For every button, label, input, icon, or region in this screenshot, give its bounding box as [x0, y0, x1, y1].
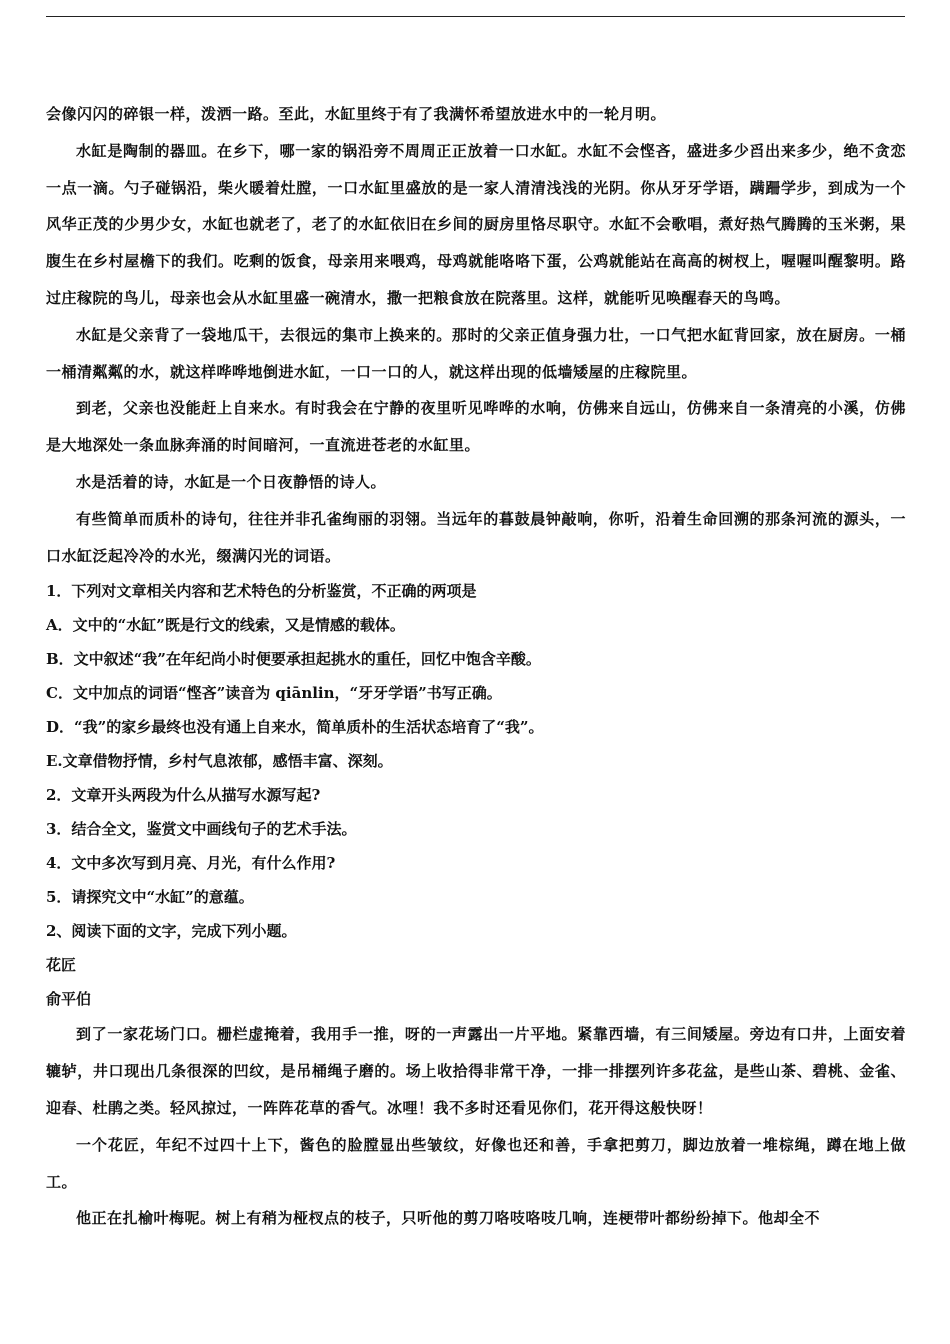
paragraph: 一个花匠，年纪不过四十上下，酱色的脸膛显出些皱纹，好像也还和善，手拿把剪刀，脚边放着一堆棕绳，蹲在地上做工。	[46, 1135, 906, 1191]
question-5: 5．请探究文中“水缸”的意蕴。	[46, 888, 254, 907]
question-stem: 1．下列对文章相关内容和艺术特色的分析鉴赏，不正确的两项是	[46, 582, 477, 601]
option-b: B．文中叙述“我”在年纪尚小时便要承担起挑水的重任，回忆中饱含辛酸。	[46, 650, 541, 669]
paragraph: 会像闪闪的碎银一样，泼洒一路。至此，水缸里终于有了我满怀希望放进水中的一轮月明。	[46, 105, 667, 123]
option-c: C．文中加点的词语“悭吝”读音为 qiānlin，“牙牙学语”书写正确。	[46, 684, 502, 703]
question-2: 2．文章开头两段为什么从描写水源写起?	[46, 786, 321, 805]
paragraph: 水是活着的诗，水缸是一个日夜静悟的诗人。	[76, 472, 387, 491]
question-3: 3．结合全文，鉴赏文中画线句子的艺术手法。	[46, 820, 357, 839]
question-4: 4．文中多次写到月亮、月光，有什么作用?	[46, 854, 336, 873]
article-author: 俞平伯	[46, 990, 92, 1009]
paragraph: 水缸是父亲背了一袋地瓜干，去很远的集市上换来的。那时的父亲正值身强力壮，一口气把水缸背回家，放在厨房。一桶一桶清粼粼的水，就这样哗哗地倒进水缸，一口一口的人，就这样出现的低墙矮屋的庄稼院里。	[46, 325, 906, 381]
option-d: D．“我”的家乡最终也没有通上自来水，简单质朴的生活状态培育了“我”。	[46, 718, 544, 737]
paragraph: 有些简单而质朴的诗句，往往并非孔雀绚丽的羽翎。当远年的暮鼓晨钟敲响，你听，沿着生命回溯的那条河流的源头，一口水缸泛起冷冷的水光，缀满闪光的词语。	[46, 509, 906, 565]
option-a: A．文中的“水缸”既是行文的线索，又是情感的载体。	[46, 616, 405, 635]
header-rule	[46, 16, 905, 17]
article-title: 花匠	[46, 956, 77, 975]
paragraph: 水缸是陶制的器皿。在乡下，哪一家的锅沿旁不周周正正放着一口水缸。水缸不会悭吝，盛进多少舀出来多少，绝不贪恋一点一滴。勺子碰锅沿，柴火暖着灶膛，一口水缸里盛放的是一家人清清浅浅的光阴。你从牙牙学语，蹒跚学步，到成为一个风华正茂的少男少女，水缸也就老了，老了的水缸依旧在乡间的厨房里恪尽职守。水缸不会歌唱，煮好热气腾腾的玉米粥，果腹生在乡村屋檐下的我们。吃剩的饭食，母亲用来喂鸡，母鸡就能咯咯下蛋，公鸡就能站在高高的树杈上，喔喔叫醒黎明。路过庄稼院的鸟儿，母亲也会从水缸里盛一碗清水，撒一把粮食放在院落里。这样，就能听见唤醒春天的鸟鸣。	[46, 141, 906, 307]
option-e: E.文章借物抒情，乡村气息浓郁，感悟丰富、深刻。	[46, 752, 393, 771]
document-body	[46, 96, 906, 1237]
paragraph: 到了一家花场门口。栅栏虚掩着，我用手一推，呀的一声露出一片平地。紧靠西墙，有三间矮屋。旁边有口井，上面安着辘轳，井口现出几条很深的凹纹，是吊桶绳子磨的。场上收拾得非常干净，一排一排摆列许多花盆，是些山茶、碧桃、金雀、迎春、杜鹃之类。轻风掠过，一阵阵花草的香气。冰哩！我不多时还看见你们，花开得这般快呀！	[46, 1025, 906, 1117]
section-instruction: 2、阅读下面的文字，完成下列小题。	[46, 922, 297, 941]
paragraph: 到老，父亲也没能赶上自来水。有时我会在宁静的夜里听见哗哗的水响，仿佛来自远山，仿佛来自一条清亮的小溪，仿佛是大地深处一条血脉奔涌的时间暗河，一直流进苍老的水缸里。	[46, 399, 906, 455]
paragraph: 他正在扎榆叶梅呢。树上有稍为桠杈点的枝子，只听他的剪刀咯吱咯吱几响，连梗带叶都纷纷掉下。他却全不	[76, 1209, 821, 1228]
